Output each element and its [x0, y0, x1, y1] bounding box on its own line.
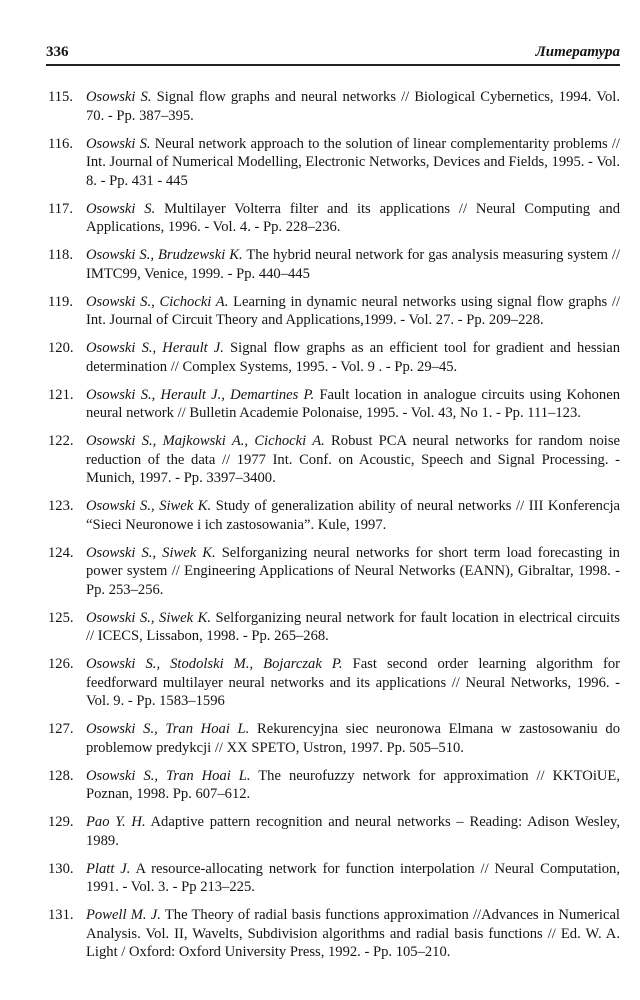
reference-text: Signal flow graphs as an efficient tool for gradient and hessian determination // Complex Systems, 1995. - Vol. 9 . - Pp. 29–45. [86, 340, 621, 375]
reference-number: 130. [48, 860, 74, 877]
reference-item [48, 497, 620, 534]
reference-text: The hybrid neural network for gas analysis measuring system // IMTC99, Venice, 1999. - Pp. 440–445 [86, 247, 620, 282]
reference-authors: Osowski S. [86, 135, 151, 152]
reference-item [48, 200, 620, 237]
reference-number: 125. [48, 609, 74, 626]
reference-number: 129. [48, 814, 74, 830]
reference-authors: Osowski S. [86, 89, 152, 105]
reference-text: The neurofuzzy network for approximation // KKTOiUE, Poznan, 1998. Pp. 607–612. [86, 767, 620, 802]
reference-number: 131. [48, 907, 74, 923]
reference-item [48, 293, 620, 330]
reference-text: Robust PCA neural networks for random noise reduction of the data // 1977 Int. Conf. on Acoustic, Speech and Signal Processing. - Munich, 1997. - Pp. 3397–3400. [86, 433, 620, 486]
reference-number: 127. [48, 721, 74, 737]
reference-number: 123. [48, 498, 74, 514]
reference-item [48, 246, 620, 283]
reference-text: Fast second order learning algorithm for feedforward multilayer neural networks and its applications // Neural Networks, 1996. - Vol. 9. - Pp. 1583–1596 [86, 656, 620, 709]
reference-item [48, 767, 620, 804]
reference-authors: Osowski S., Majkowski A., Cichocki A. [86, 433, 325, 449]
reference-text: Multilayer Volterra filter and its applications // Neural Computing and Applications, 1996. - Vol. 4. - Pp. 228–236. [86, 200, 620, 235]
reference-number: 120. [48, 340, 74, 356]
reference-authors: Osowski S., Herault J., Demartines P. [86, 386, 315, 403]
reference-item [48, 88, 620, 125]
reference-list [48, 88, 620, 971]
reference-authors: Pao Y. H. [86, 814, 146, 830]
reference-number: 121. [48, 386, 74, 403]
reference-item [48, 544, 620, 600]
reference-item [48, 432, 620, 488]
reference-authors: Osowski S., Stodolski M., Bojarczak P. [86, 656, 343, 672]
reference-number: 118. [48, 247, 73, 263]
reference-item [48, 339, 620, 376]
reference-text: Rekurencyjna siec neuronowa Elmana w zastosowaniu do problemow predykcji // XX SPETO, Ustron, 1997. Pp. 505–510. [86, 721, 620, 756]
reference-authors: Osowski S., Siwek K. [86, 498, 212, 514]
reference-text: Learning in dynamic neural networks using signal flow graphs // Int. Journal of Circuit Theory and Applications,1999. - Vol. 27. - Pp. 209–228. [86, 293, 621, 328]
reference-item [48, 720, 620, 757]
reference-item [48, 906, 620, 962]
reference-number: 116. [48, 135, 73, 152]
reference-authors: Platt J. [86, 860, 131, 877]
reference-text: The Theory of radial basis functions approximation //Advances in Numerical Analysis. Vol. II, Wavelts, Subdivision algorithms and radial basis functions // Ed. W. A. Light / Oxford: Oxford University Press, 1992. - Pp. 105–210. [86, 907, 620, 960]
reference-text: Selforganizing neural network for fault location in electrical circuits // ICECS, Lissabon, 1998. - Pp. 265–268. [86, 609, 620, 644]
reference-authors: Osowski S., Siwek K. [86, 609, 211, 626]
reference-number: 115. [48, 89, 73, 105]
reference-authors: Osowski S. [86, 200, 156, 217]
reference-number: 126. [48, 656, 74, 672]
reference-text: A resource-allocating network for function interpolation // Neural Computation, 1991. - Vol. 3. - Pp 213–225. [86, 860, 620, 895]
reference-text: Selforganizing neural networks for short term load forecasting in power system // Engineering Applications of Neural Networks (EANN), Gibraltar, 1998. - Pp. 253–256. [86, 544, 620, 598]
reference-number: 128. [48, 767, 74, 784]
reference-item [48, 813, 620, 850]
reference-authors: Osowski S., Tran Hoai L. [86, 767, 251, 784]
reference-authors: Osowski S., Siwek K. [86, 544, 216, 561]
reference-authors: Powell M. J. [86, 907, 161, 923]
page-header [46, 42, 620, 66]
page-number: 336 [46, 44, 69, 60]
reference-text: Study of generalization ability of neural networks // III Konferencja “Sieci Neuronowe i ich zastosowania”. Kule, 1997. [86, 498, 620, 533]
reference-number: 122. [48, 433, 74, 449]
reference-text: Fault location in analogue circuits using Kohonen neural network // Bulletin Academie Polonaise, 1995. - Vol. 43, No 1. - Pp. 111–123. [86, 386, 620, 421]
reference-text: Adaptive pattern recognition and neural networks – Reading: Adison Wesley, 1989. [86, 814, 620, 849]
reference-authors: Osowski S., Cichocki A. [86, 293, 229, 310]
reference-number: 119. [48, 293, 73, 310]
running-title: Литература [535, 44, 620, 60]
reference-item [48, 860, 620, 897]
reference-item [48, 135, 620, 191]
reference-text: Signal flow graphs and neural networks // Biological Cybernetics, 1994. Vol. 70. - Pp. 387–395. [86, 89, 620, 124]
reference-item [48, 655, 620, 711]
reference-authors: Osowski S., Herault J. [86, 340, 224, 356]
reference-authors: Osowski S., Tran Hoai L. [86, 721, 250, 737]
reference-text: Neural network approach to the solution of linear complementarity problems // Int. Journal of Numerical Modelling, Electronic Networks, Devices and Fields, 1995. - Vol. 8. - Pp. 431 - 445 [86, 135, 620, 189]
reference-number: 117. [48, 200, 73, 217]
reference-number: 124. [48, 544, 74, 561]
reference-item [48, 609, 620, 646]
reference-item [48, 386, 620, 423]
reference-authors: Osowski S., Brudzewski K. [86, 247, 243, 263]
